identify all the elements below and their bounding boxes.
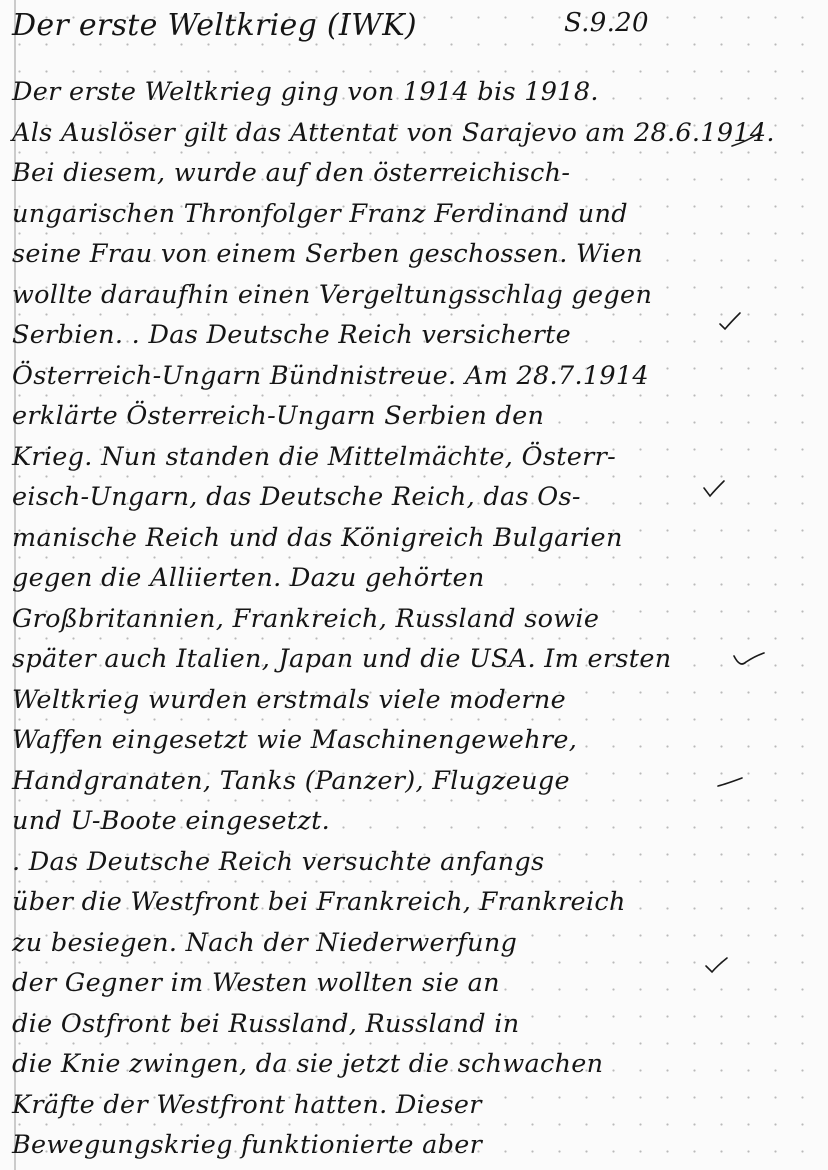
page-date: S.9.20 (564, 8, 649, 38)
text-line: Krieg. Nun standen die Mittelmächte, Österr- (12, 441, 617, 472)
text-line: gegen die Alliierten. Dazu gehörten (12, 563, 485, 593)
page-title: Der erste Weltkrieg (IWK) (12, 8, 417, 43)
text-line: der Gegner im Westen wollten sie an (12, 968, 500, 998)
text-line: Bewegungskrieg funktionierte aber (12, 1130, 483, 1160)
text-line: über die Westfront bei Frankreich, Frankreich (12, 887, 626, 917)
text-line: Österreich-Ungarn Bündnistreue. Am 28.7.1914 (12, 360, 649, 391)
text-line: . Das Deutsche Reich versuchte anfangs (12, 846, 545, 877)
text-line: Serbien. . Das Deutsche Reich versicherte (12, 320, 572, 350)
text-line: Waffen eingesetzt wie Maschinengewehre, (12, 725, 578, 755)
text-line: später auch Italien, Japan und die USA. Im ersten (12, 644, 672, 674)
text-line: die Ostfront bei Russland, Russland in (12, 1008, 520, 1039)
text-line: und U-Boote eingesetzt. (12, 806, 331, 836)
text-line: seine Frau von einem Serben geschossen. Wien (12, 239, 643, 269)
text-line: Als Auslöser gilt das Attentat von Sarajevo am 28.6.1914. (12, 117, 775, 148)
text-line: zu besiegen. Nach der Niederwerfung (12, 927, 518, 958)
text-line: Bei diesem, wurde auf den österreichisch- (12, 158, 571, 188)
text-line: Kräfte der Westfront hatten. Dieser (12, 1089, 482, 1120)
text-line: Handgranaten, Tanks (Panzer), Flugzeuge (12, 765, 570, 796)
text-line: eisch-Ungarn, das Deutsche Reich, das Os- (12, 482, 581, 512)
text-line: Großbritannien, Frankreich, Russland sowie (12, 603, 600, 634)
page-header (12, 8, 649, 43)
text-line: Der erste Weltkrieg ging von 1914 bis 1918. (12, 77, 599, 107)
text-line: die Knie zwingen, da sie jetzt die schwachen (12, 1049, 604, 1079)
text-line: ungarischen Thronfolger Franz Ferdinand und (12, 198, 628, 229)
text-line: Weltkrieg wurden erstmals viele moderne (12, 684, 567, 715)
text-line: wollte daraufhin einen Vergeltungsschlag gegen (12, 279, 653, 310)
text-line: erklärte Österreich-Ungarn Serbien den (12, 401, 545, 431)
handwritten-text (0, 72, 828, 1166)
text-line: manische Reich und das Königreich Bulgarien (12, 522, 623, 553)
